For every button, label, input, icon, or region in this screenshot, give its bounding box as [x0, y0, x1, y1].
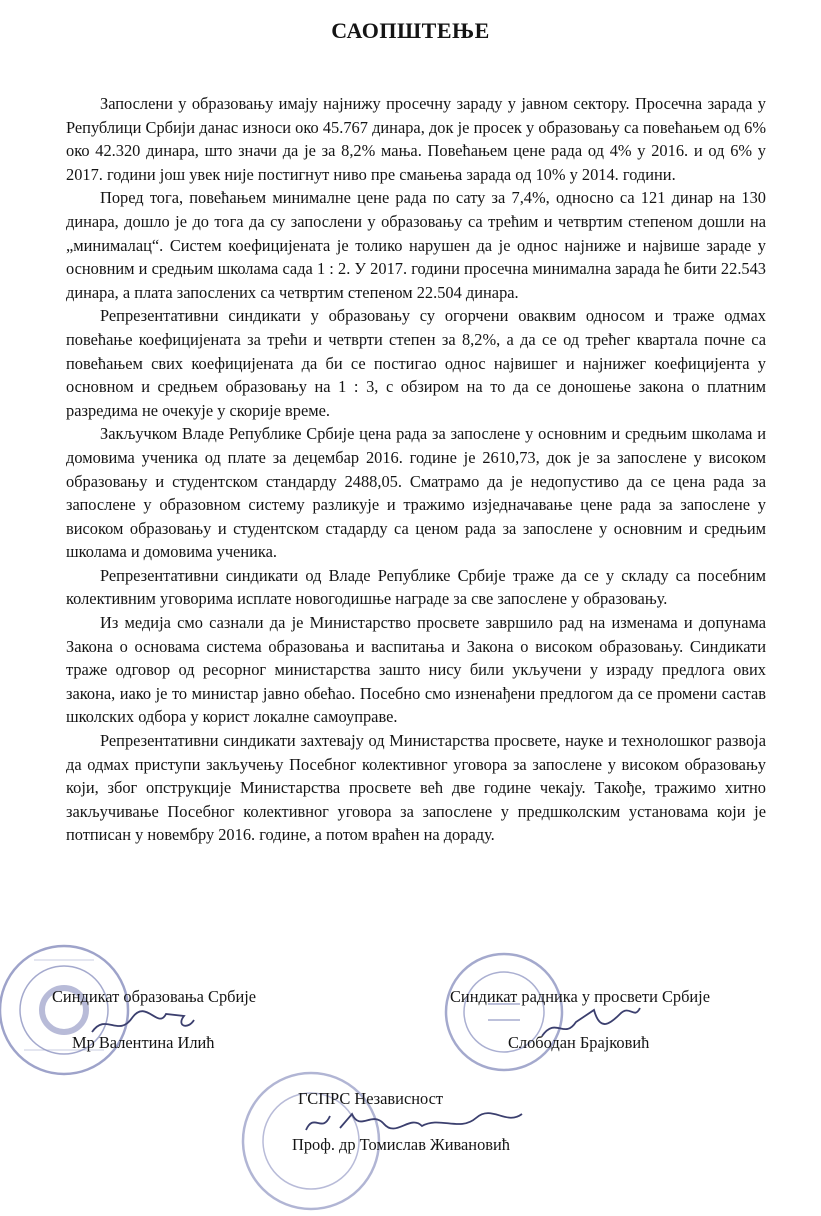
signature-org-right: Синдикат радника у просвети Србије [450, 987, 711, 1006]
paragraph-1: Запослени у образовању имају најнижу просечну зараду у јавном сектору. Просечна зарада у Републици Србији данас износи око 45.767 динара, док је просек у образовању са повећањем од 6% око 42.320 динара, што значи да је за 8,2% мања. Повећањем цене рада од 4% у 2016. и од 6% у 2017. години још увек није постигнут ниво пре смањења зарада од 10% у 2014. години. [66, 94, 766, 184]
paragraph-3: Репрезентативни синдикати у образовању су огорчени оваквим односом и траже одмах повећање коефицијената за трећи и четврти степен за 8,2%, а да се од трећег квартала почне са повећањем свих коефицијената да би се постигао однос највишег и најнижег коефицијента у основном и средњем образовању на 1 : 3, с обзиром на то да се доношење закона о платним разредима не очекује у скорије време. [66, 306, 766, 420]
signature-org-center: ГСПРС Независност [298, 1089, 444, 1108]
signature-right-mark [536, 1002, 646, 1046]
signature-left-mark [88, 1004, 198, 1044]
paragraph-2: Поред тога, повећањем минималне цене рада по сату за 7,4%, односно са 121 динар на 130 динара, дошло је до тога да су запослени у образовању са трећим и четвртим степеном дошли на „минималац“. Систем коефицијената је толико нарушен да је однос најниже и највише зараде у основним и средњим школама сада 1 : 2. У 2017. години просечна минимална зарада ће бити 22.543 динара, а плата запослених са четвртим степеном 22.504 динара. [66, 188, 766, 302]
signature-name-center: Проф. др Томислав Живановић [292, 1135, 510, 1154]
signature-org-left: Синдикат образовања Србије [52, 987, 257, 1006]
paragraph-5: Репрезентативни синдикати од Владе Републике Србије траже да се у складу са посебним колективним уговорима исплате новогодишње награде за све запослене у образовању. [66, 565, 766, 609]
document-body [66, 92, 766, 847]
paragraph-4: Закључком Владе Републике Србије цена рада за запослене у основним и средњим школама и домовима ученика од плате за децембар 2016. године је 2610,73, док је за запослене у високом образовању и студентском стандарду 2488,05. Сматрамо да је недопустиво да се цена рада за запослене у образовном систему разликује и тражимо изједначавање цене рада за запослене у високом образовању и студентском стадарду са ценом рада за запослене у основним и средњим школама и домовима ученика. [66, 424, 766, 562]
signature-name-right: Слободан Брајковић [508, 1033, 650, 1052]
paragraph-7: Репрезентативни синдикати захтевају од Министарства просвете, науке и технолошког развоја да одмах приступи закључењу Посебног колективног уговора за запослене у високом образовању који, због опструкције Министарства просвете већ две године чекају. Такође, тражимо хитно закључивање Посебног колективног уговора за запослене у предшколским установама који је потписан у новембру 2016. године, а потом враћен на дораду. [66, 731, 766, 845]
signature-center-mark [300, 1104, 530, 1140]
document-title: САОПШТЕЊЕ [331, 18, 490, 43]
signature-name-left: Мр Валентина Илић [72, 1033, 215, 1052]
paragraph-6: Из медија смо сазнали да је Министарство просвете завршило рад на изменама и допунама Закона о основама система образовања и васпитања и Закона о високом образовању. Синдикати траже одговор од ресорног министарства зашто нису били укључени у израду предлога ових закона, иако је то министар јавно обећао. Посебно смо изненађени предлогом да се промени састав школских одбора у корист локалне самоуправе. [66, 613, 766, 727]
